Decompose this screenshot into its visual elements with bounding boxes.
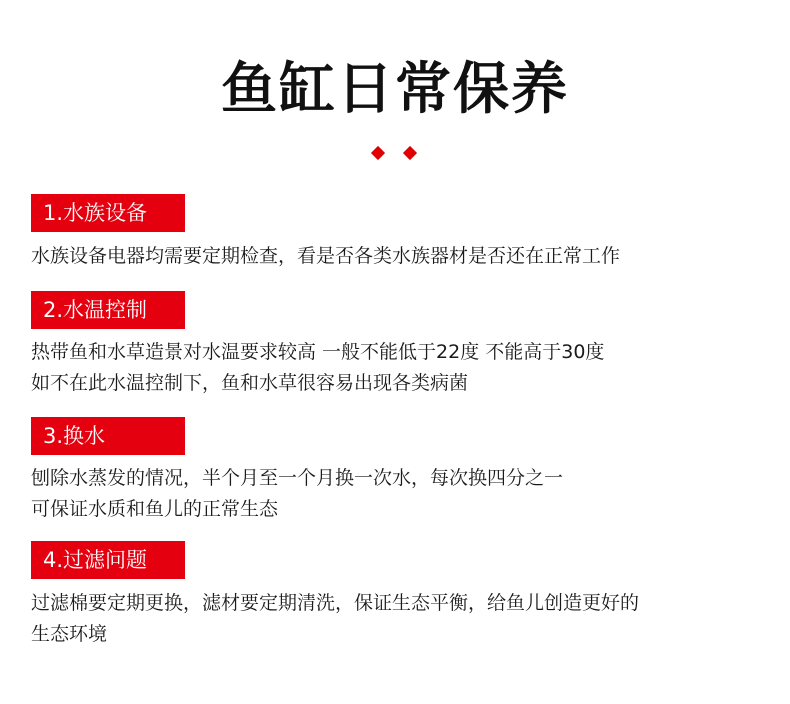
- body-line: 热带鱼和水草造景对水温要求较高 一般不能低于22度 不能高于30度: [31, 341, 605, 363]
- body-line: 过滤棉要定期更换，滤材要定期清洗，保证生态平衡，给鱼儿创造更好的: [31, 592, 640, 614]
- section-body-water-change: [31, 463, 771, 525]
- body-line: 如不在此水温控制下，鱼和水草很容易出现各类病菌: [31, 372, 469, 394]
- red-diamond-icon: [371, 146, 385, 160]
- section-heading-temperature: 2.水温控制: [31, 291, 185, 329]
- body-line: 刨除水蒸发的情况，半个月至一个月换一次水，每次换四分之一: [31, 467, 564, 489]
- section-heading-equipment: 1.水族设备: [31, 194, 185, 232]
- body-line: 生态环境: [31, 623, 108, 645]
- section-body-filtration: [31, 588, 771, 650]
- body-line: 水族设备电器均需要定期检查，看是否各类水族器材是否还在正常工作: [31, 245, 621, 267]
- section-body-equipment: [31, 241, 771, 272]
- page-title: 鱼缸日常保养: [221, 57, 569, 122]
- section-body-temperature: [31, 337, 771, 399]
- section-heading-water-change: 3.换水: [31, 417, 185, 455]
- section-heading-filtration: 4.过滤问题: [31, 541, 185, 579]
- body-line: 可保证水质和鱼儿的正常生态: [31, 498, 279, 520]
- red-diamond-icon: [403, 146, 417, 160]
- decorative-diamonds: [369, 146, 429, 160]
